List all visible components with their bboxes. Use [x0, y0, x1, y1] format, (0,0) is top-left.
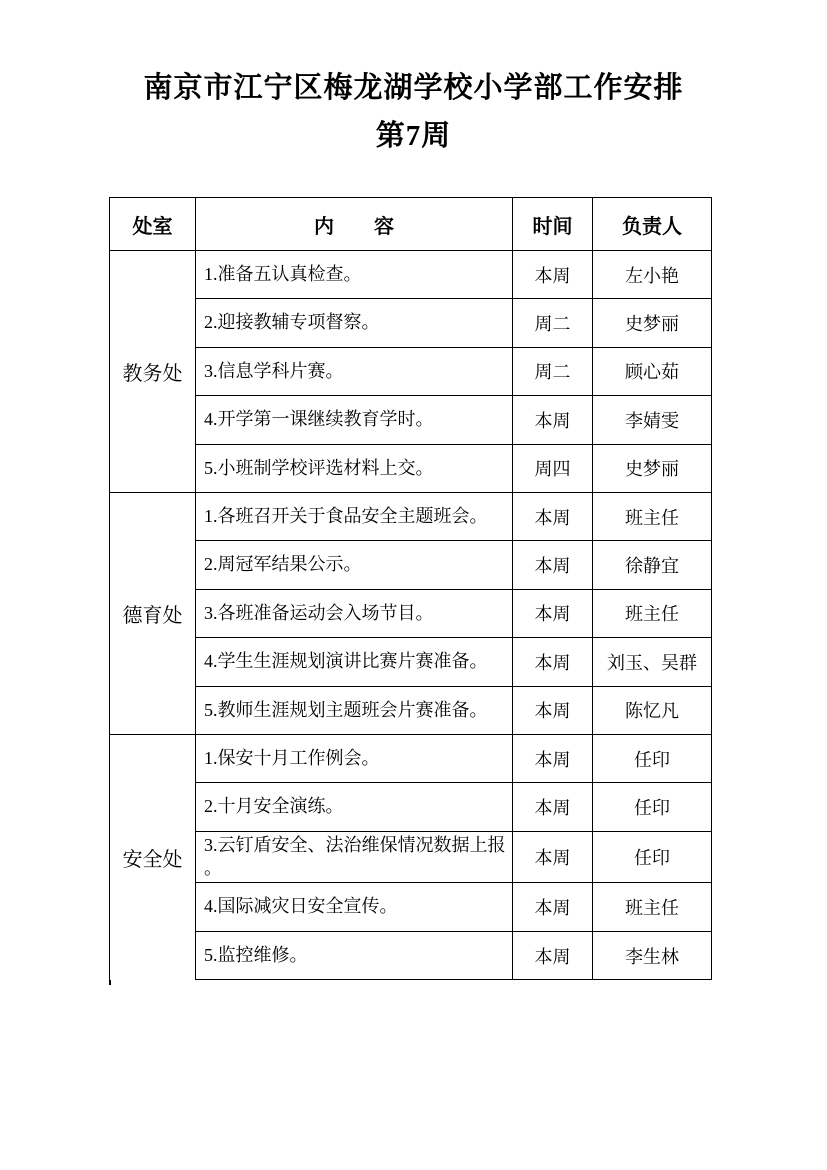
table-row: [110, 638, 712, 686]
task-content: 3.各班准备运动会入场节目。: [196, 589, 513, 637]
task-content: 1.各班召开关于食品安全主题班会。: [196, 492, 513, 540]
task-owner: 班主任: [593, 883, 712, 931]
task-content: 3.云钉盾安全、法治维保情况数据上报。: [196, 831, 513, 883]
task-content: 5.小班制学校评选材料上交。: [196, 444, 513, 492]
task-time: 周四: [513, 444, 593, 492]
department-cell-jiaowuchu: 教务处: [110, 251, 196, 493]
task-time: 周二: [513, 347, 593, 395]
task-time: 本周: [513, 638, 593, 686]
task-time: 本周: [513, 251, 593, 299]
work-schedule-table-wrap: [109, 197, 711, 980]
table-row: [110, 251, 712, 299]
col-header-department: 处室: [110, 198, 196, 251]
task-time: 本周: [513, 686, 593, 734]
table-row: [110, 396, 712, 444]
department-cell-anquanchu: 安全处: [110, 734, 196, 979]
task-time: 本周: [513, 734, 593, 782]
table-row: [110, 589, 712, 637]
task-time: 周二: [513, 299, 593, 347]
document-title-block: [0, 64, 827, 160]
table-row: [110, 883, 712, 931]
task-content: 2.十月安全演练。: [196, 783, 513, 831]
table-row: [110, 299, 712, 347]
table-row: [110, 686, 712, 734]
task-content: 4.学生生涯规划演讲比赛片赛准备。: [196, 638, 513, 686]
task-content: 1.准备五认真检查。: [196, 251, 513, 299]
task-content: 3.信息学科片赛。: [196, 347, 513, 395]
task-owner: 任印: [593, 831, 712, 883]
task-owner: 李生林: [593, 931, 712, 979]
work-schedule-table: [109, 197, 712, 980]
task-owner: 班主任: [593, 492, 712, 540]
table-row: [110, 734, 712, 782]
task-owner: 刘玉、吴群: [593, 638, 712, 686]
task-owner: 史梦丽: [593, 299, 712, 347]
table-row: [110, 541, 712, 589]
task-time: 本周: [513, 931, 593, 979]
task-owner: 任印: [593, 734, 712, 782]
document-week-subtitle: 第7周: [375, 120, 452, 152]
task-owner: 徐静宜: [593, 541, 712, 589]
task-time: 本周: [513, 541, 593, 589]
document-title: 南京市江宁区梅龙湖学校小学部工作安排: [143, 72, 684, 104]
task-content: 5.监控维修。: [196, 931, 513, 979]
task-owner: 顾心茹: [593, 347, 712, 395]
task-time: 本周: [513, 831, 593, 883]
task-content: 4.国际减灾日安全宣传。: [196, 883, 513, 931]
col-header-time: 时间: [513, 198, 593, 251]
col-header-owner: 负责人: [593, 198, 712, 251]
task-time: 本周: [513, 492, 593, 540]
table-left-border-tail: [109, 980, 111, 985]
table-row: [110, 783, 712, 831]
col-header-content: 内 容: [196, 198, 513, 251]
task-time: 本周: [513, 883, 593, 931]
task-owner: 班主任: [593, 589, 712, 637]
task-content: 5.教师生涯规划主题班会片赛准备。: [196, 686, 513, 734]
task-time: 本周: [513, 589, 593, 637]
task-content: 2.迎接教辅专项督察。: [196, 299, 513, 347]
task-owner: 李婧雯: [593, 396, 712, 444]
table-row: [110, 347, 712, 395]
task-content: 1.保安十月工作例会。: [196, 734, 513, 782]
table-row: [110, 492, 712, 540]
task-owner: 任印: [593, 783, 712, 831]
table-header-row: [110, 198, 712, 251]
task-time: 本周: [513, 396, 593, 444]
task-owner: 史梦丽: [593, 444, 712, 492]
task-owner: 陈忆凡: [593, 686, 712, 734]
table-row: [110, 831, 712, 883]
task-time: 本周: [513, 783, 593, 831]
table-row: [110, 444, 712, 492]
department-cell-deyuchu: 德育处: [110, 492, 196, 734]
table-row: [110, 931, 712, 979]
task-owner: 左小艳: [593, 251, 712, 299]
task-content: 4.开学第一课继续教育学时。: [196, 396, 513, 444]
task-content: 2.周冠军结果公示。: [196, 541, 513, 589]
